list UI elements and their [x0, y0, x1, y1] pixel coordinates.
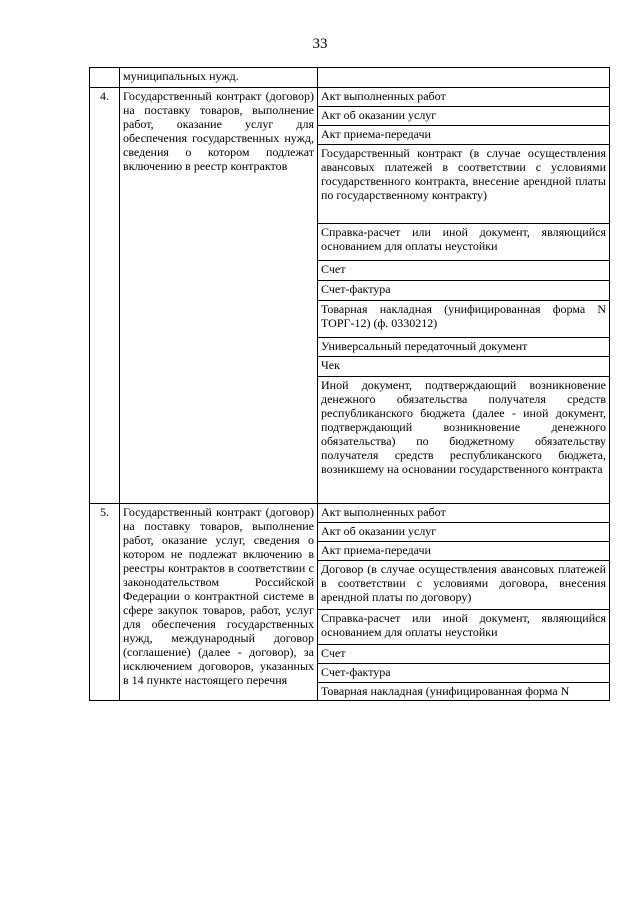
document-type-cell: Универсальный передаточный документ: [318, 338, 610, 357]
table-row-5: [90, 504, 610, 523]
document-type-cell: Акт выполненных работ: [318, 504, 610, 523]
table-row-4: [90, 88, 610, 107]
description-cell: Государственный контракт (договор) на поставку товаров, выполнение работ, оказание услуг для обеспечения государственных нужд, сведения о котором подлежат включению в реестр контрактов: [120, 88, 318, 504]
description-cell: Государственный контракт (договор) на поставку товаров, выполнение работ, оказание услуг, сведения о котором не подлежат включению в реестры контрактов в соответствии с законодательством Российской Федерации о контрактной системе в сфере закупок товаров, работ, услуг для обеспечения государственных нужд, международный договор (соглашение) (далее - договор), за исключением договоров, указанных в 14 пункте настоящего перечня: [120, 504, 318, 701]
document-type-cell: Государственный контракт (в случае осуществления авансовых платежей в соответствии с условиями государственного контракта, внесение арендной платы по государственному контракту): [318, 145, 610, 224]
document-type-cell: Товарная накладная (унифицированная форма N: [318, 683, 610, 701]
document-table: [89, 67, 610, 701]
document-type-cell: Акт выполненных работ: [318, 88, 610, 107]
page-number: 33: [312, 36, 328, 52]
document-type-cell: Счет-фактура: [318, 281, 610, 301]
document-type-cell: Товарная накладная (унифицированная форма N ТОРГ-12) (ф. 0330212): [318, 301, 610, 338]
document-type-cell: Счет: [318, 645, 610, 664]
row-number-cell: [90, 68, 120, 88]
row-number-cell: 4.: [90, 88, 120, 504]
document-type-cell: [318, 68, 610, 88]
document-type-cell: Счет-фактура: [318, 664, 610, 683]
document-type-cell: Чек: [318, 357, 610, 377]
document-type-cell: Акт приема-передачи: [318, 126, 610, 145]
document-type-cell: Иной документ, подтверждающий возникновение денежного обязательства получателя средств республиканского бюджета (далее - иной документ, подтверждающий возникновение денежного обязательства) по бюджетному обязательству получателя средств республиканского бюджета, возникшему на основании государственного контракта: [318, 377, 610, 504]
document-type-cell: Акт об оказании услуг: [318, 107, 610, 126]
document-type-cell: Счет: [318, 261, 610, 281]
document-type-cell: Договор (в случае осуществления авансовых платежей в соответствии с условиями договора, внесения арендной платы по договору): [318, 561, 610, 610]
document-type-cell: Акт об оказании услуг: [318, 523, 610, 542]
row-number-cell: 5.: [90, 504, 120, 701]
table-row-continuation: [90, 68, 610, 88]
document-type-cell: Справка-расчет или иной документ, являющийся основанием для оплаты неустойки: [318, 224, 610, 261]
description-cell: муниципальных нужд.: [120, 68, 318, 88]
document-type-cell: Акт приема-передачи: [318, 542, 610, 561]
document-type-cell: Справка-расчет или иной документ, являющийся основанием для оплаты неустойки: [318, 610, 610, 645]
